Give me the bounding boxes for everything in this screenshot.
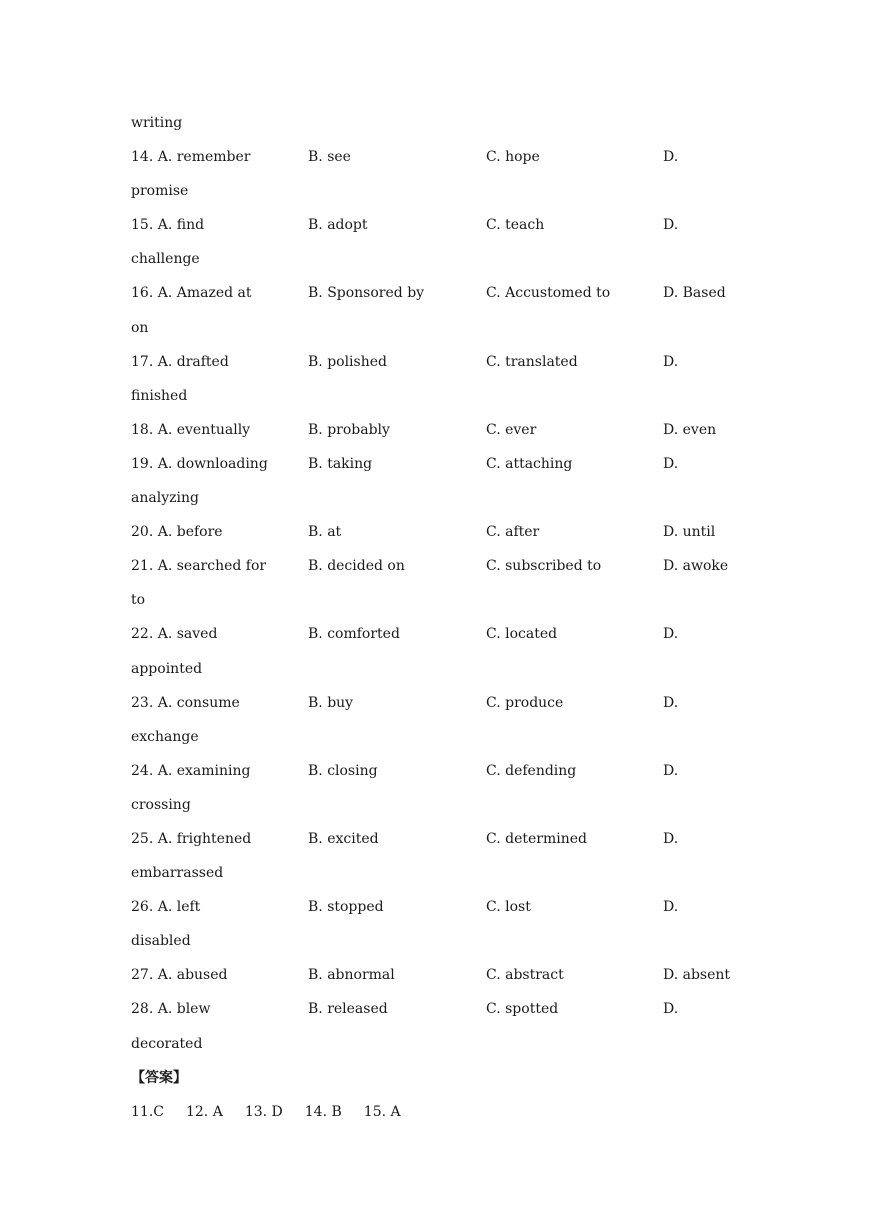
- option-a: 23. A. consume: [131, 694, 240, 711]
- option-c: C. produce: [486, 694, 564, 711]
- option-c: C. lost: [486, 899, 531, 916]
- option-b: B. released: [308, 1001, 388, 1018]
- option-c: C. spotted: [486, 1001, 559, 1018]
- option-b: B. taking: [308, 455, 373, 472]
- option-b: B. polished: [308, 353, 387, 370]
- option-d-continuation: decorated: [131, 1035, 203, 1052]
- option-d: D. Based: [663, 285, 726, 302]
- option-d: D.: [663, 455, 679, 472]
- option-d: D.: [663, 762, 679, 779]
- option-d-continuation: embarrassed: [131, 865, 224, 882]
- option-a: 28. A. blew: [131, 1001, 211, 1018]
- option-d-continuation: to: [131, 592, 146, 609]
- option-c: C. after: [486, 524, 540, 541]
- answer-heading: 【答案】: [131, 1069, 187, 1086]
- answer-item: 11.C: [131, 1103, 164, 1120]
- answer-line: [131, 1095, 791, 1129]
- option-d: D. even: [663, 421, 717, 438]
- question-row: [131, 515, 791, 549]
- question-row: [131, 686, 791, 720]
- option-b: B. probably: [308, 421, 390, 438]
- option-b: B. at: [308, 524, 342, 541]
- option-d-continuation: disabled: [131, 933, 191, 950]
- option-c: C. ever: [486, 421, 537, 438]
- option-c: C. abstract: [486, 967, 564, 984]
- question-row: [131, 276, 791, 310]
- option-b: B. decided on: [308, 558, 405, 575]
- option-a: 19. A. downloading: [131, 455, 268, 472]
- answer-item: 13. D: [244, 1103, 283, 1120]
- option-a: 26. A. left: [131, 899, 201, 916]
- option-c: C. determined: [486, 830, 587, 847]
- option-a: 21. A. searched for: [131, 558, 267, 575]
- option-d: D. absent: [663, 967, 731, 984]
- option-a: 24. A. examining: [131, 762, 251, 779]
- option-a: 22. A. saved: [131, 626, 218, 643]
- answer-item: 15. A: [363, 1103, 401, 1120]
- question-list: [131, 140, 791, 1061]
- option-d: D.: [663, 149, 679, 166]
- option-b: B. comforted: [308, 626, 400, 643]
- question-row: [131, 413, 791, 447]
- option-c: C. located: [486, 626, 558, 643]
- option-d-continuation: analyzing: [131, 490, 199, 507]
- option-a: 18. A. eventually: [131, 421, 251, 438]
- option-d-continuation: exchange: [131, 728, 199, 745]
- question-row: [131, 958, 791, 992]
- question-row: [131, 549, 791, 583]
- option-d: D.: [663, 830, 679, 847]
- question-row: [131, 140, 791, 174]
- option-c: C. hope: [486, 149, 540, 166]
- document-page: [131, 106, 791, 1129]
- option-d-continuation: crossing: [131, 796, 191, 813]
- option-d: D.: [663, 353, 679, 370]
- option-d: D. until: [663, 524, 716, 541]
- question-row: [131, 992, 791, 1026]
- option-d-continuation: on: [131, 319, 149, 336]
- option-b: B. buy: [308, 694, 354, 711]
- option-d: D.: [663, 1001, 679, 1018]
- option-b: B. adopt: [308, 217, 368, 234]
- option-a: 20. A. before: [131, 524, 223, 541]
- question-row: [131, 822, 791, 856]
- option-b: B. excited: [308, 830, 379, 847]
- option-d: D.: [663, 626, 679, 643]
- option-d-continuation: finished: [131, 387, 188, 404]
- question-row: [131, 208, 791, 242]
- question-row: [131, 890, 791, 924]
- answer-item: 12. A: [185, 1103, 223, 1120]
- option-a: 16. A. Amazed at: [131, 285, 252, 302]
- question-row: [131, 617, 791, 651]
- option-a: 14. A. remember: [131, 149, 251, 166]
- option-d-continuation: promise: [131, 183, 189, 200]
- answer-item: 14. B: [304, 1103, 342, 1120]
- question-row: [131, 754, 791, 788]
- option-a: 17. A. drafted: [131, 353, 229, 370]
- lead-continuation: writing: [131, 115, 183, 131]
- option-b: B. closing: [308, 762, 378, 779]
- option-d: D.: [663, 217, 679, 234]
- option-c: C. subscribed to: [486, 558, 602, 575]
- option-c: C. Accustomed to: [486, 285, 611, 302]
- option-d: D. awoke: [663, 558, 729, 575]
- option-c: C. teach: [486, 217, 545, 234]
- question-row: [131, 345, 791, 379]
- option-b: B. Sponsored by: [308, 285, 425, 302]
- option-d: D.: [663, 694, 679, 711]
- option-c: C. defending: [486, 762, 577, 779]
- option-d-continuation: challenge: [131, 251, 200, 268]
- option-a: 15. A. find: [131, 217, 205, 234]
- option-b: B. see: [308, 149, 351, 166]
- option-d: D.: [663, 899, 679, 916]
- question-row: [131, 447, 791, 481]
- option-c: C. translated: [486, 353, 578, 370]
- option-d-continuation: appointed: [131, 660, 203, 677]
- option-c: C. attaching: [486, 455, 573, 472]
- option-b: B. stopped: [308, 899, 384, 916]
- option-a: 25. A. frightened: [131, 830, 252, 847]
- option-a: 27. A. abused: [131, 967, 228, 984]
- option-b: B. abnormal: [308, 967, 395, 984]
